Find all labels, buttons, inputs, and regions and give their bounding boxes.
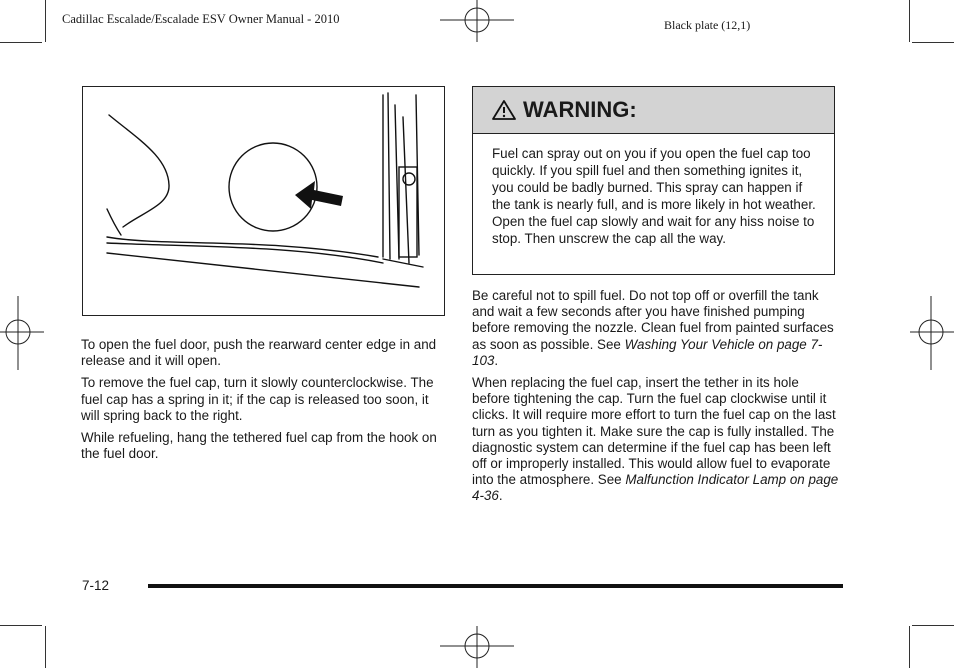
crop-mark bbox=[912, 42, 954, 43]
crop-mark bbox=[45, 626, 46, 668]
cross-reference: Malfunction Indicator Lamp on page 4-36 bbox=[472, 472, 839, 504]
left-column bbox=[81, 337, 446, 468]
fuel-door-illustration bbox=[82, 86, 445, 316]
page-number: 7-12 bbox=[82, 578, 110, 593]
paragraph bbox=[472, 288, 840, 369]
paragraph bbox=[472, 375, 840, 505]
warning-header bbox=[473, 87, 834, 134]
warning-text: Fuel can spray out on you if you open the fuel cap too quickly. If you spill fuel and then something ignites it, you could be badly burned. This spray can happen if the tank is nearly full, and is more likely in hot weather. Open the fuel cap slowly and wait for any hiss noise to stop. Then unscrew the cap all the way. bbox=[492, 146, 816, 246]
paragraph: While refueling, hang the tethered fuel cap from the hook on the fuel door. bbox=[81, 430, 437, 462]
crop-mark bbox=[912, 625, 954, 626]
footer-rule bbox=[148, 584, 843, 588]
paragraph-end: . bbox=[494, 352, 499, 368]
registration-mark-right bbox=[908, 296, 954, 372]
cross-reference: Washing Your Vehicle on page 7-103 bbox=[472, 336, 823, 368]
warning-triangle-icon bbox=[491, 99, 517, 121]
plate-label: Black plate (12,1) bbox=[664, 18, 751, 32]
crop-mark bbox=[0, 625, 42, 626]
paragraph: To open the fuel door, push the rearward center edge in and release and it will open. bbox=[81, 337, 437, 369]
warning-title: WARNING: bbox=[523, 97, 637, 122]
registration-mark-bottom bbox=[440, 624, 516, 668]
paragraph-end: . bbox=[498, 488, 503, 504]
arrow-icon bbox=[295, 181, 343, 209]
paragraph: To remove the fuel cap, turn it slowly counterclockwise. The fuel cap has a spring in it; if the cap is released too soon, it will spring back to the right. bbox=[81, 375, 434, 423]
crop-mark bbox=[909, 626, 910, 668]
paragraph-text: When replacing the fuel cap, insert the tether in its hole before tightening the cap. Turn the fuel cap clockwise until it clicks. It will require more effort to turn the fuel cap on the last turn as you tighten it. Make sure the cap is fully installed. The diagnostic system can determine if the fuel cap has been left off or improperly installed. This would allow fuel to evaporate into the atmosphere. See bbox=[472, 375, 836, 488]
paragraph-text: Be careful not to spill fuel. Do not top off or overfill the tank and wait a few seconds after you have finished pumping before removing the nozzle. Clean fuel from painted surfaces as soon as possible. See bbox=[472, 288, 834, 352]
warning-box bbox=[472, 86, 835, 275]
crop-mark bbox=[0, 42, 42, 43]
crop-mark bbox=[909, 0, 910, 42]
manual-title: Cadillac Escalade/Escalade ESV Owner Manual - 2010 bbox=[62, 12, 340, 26]
right-column bbox=[472, 288, 840, 511]
registration-mark-top bbox=[440, 0, 516, 44]
crop-mark bbox=[45, 0, 46, 42]
registration-mark-left bbox=[0, 296, 46, 372]
